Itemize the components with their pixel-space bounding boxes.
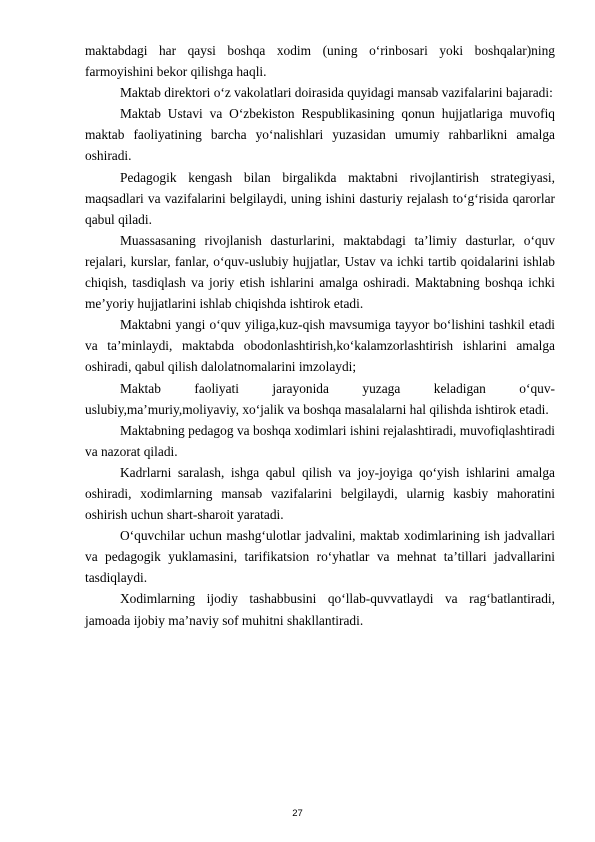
paragraph-schedules-approval: O‘quvchilar uchun mashg‘ulotlar jadvalini, maktab xodimlarining ish jadvallari va pedagogik yuklamasini, tarifikatsion ro‘yhatlar va mehnat ta’tillari jadvallarini tasdiqlaydi. <box>85 528 555 586</box>
paragraph-issue-resolution: Maktab faoliyati jarayonida yuzaga keladigan o‘quv-uslubiy,ma’muriy,moliyaviy, xo‘jalik va boshqa masalalarni hal qilishda ishtirok etadi. <box>85 380 555 417</box>
paragraph-development-programs: Muassasaning rivojlanish dasturlarini, maktabdagi ta’limiy dasturlar, o‘quv rejalari, kurslar, fanlar, o‘quv-uslubiy hujjatlar, Ustav va ichki tartib qoidalarini ishlab chiqish, tasdiqlash va joriy etish ishlarini amalga oshiradi. Maktabning boshqa ichki me’yoriy hujjatlarini ishlab chiqishda ishtirok etadi. <box>85 232 555 312</box>
document-body <box>85 40 555 631</box>
paragraph-personnel-selection: Kadrlarni saralash, ishga qabul qilish va joy-joyiga qo‘yish ishlarini amalga oshiradi, xodimlarning mansab vazifalarini belgilaydi, ularnig kasbiy mahoratini oshirish uchun shart-sharoit yaratadi. <box>85 464 555 523</box>
paragraph-staff-planning: Maktabning pedagog va boshqa xodimlari ishini rejalashtiradi, muvofiqlashtiradi va nazorat qiladi. <box>85 422 555 459</box>
paragraph-school-year-readiness: Maktabni yangi o‘quv yiliga,kuz-qish mavsumiga tayyor bo‘lishini tashkil etadi va ta’minlaydi, maktabda obodonlashtirish,ko‘kalamzorlashtirish ishlarini amalga oshiradi, qabul qilish dalolatnomalarini imzolaydi; <box>85 317 555 375</box>
paragraph-staff-initiative: Xodimlarning ijodiy tashabbusini qo‘llab-quvvatlaydi va rag‘batlantiradi, jamoada ijobiy ma’naviy sof muhitni shakllantiradi. <box>85 591 555 628</box>
paragraph-continuation: maktabdagi har qaysi boshqa xodim (uning o‘rinbosari yoki boshqalar)ning farmoyishini bekor qilishga haqli. <box>85 43 555 80</box>
paragraph-general-management: Maktab Ustavi va O‘zbekiston Respublikasining qonun hujjatlariga muvofiq maktab faoliyatining barcha yo‘nalishlari yuzasidan umumiy rahbarlikni amalga oshiradi. <box>85 106 555 164</box>
page-number: 27 <box>292 808 303 819</box>
paragraph-strategy: Pedagogik kengash bilan birgalikda maktabni rivojlantirish strategiyasi, maqsadlari va vazifalarini belgilaydi, uning ishini dasturiy rejalash to‘g‘risida qarorlar qabul qiladi. <box>85 169 555 227</box>
paragraph-director-duties-intro: Maktab direktori o‘z vakolatlari doirasida quyidagi mansab vazifalarini bajaradi: <box>120 85 553 101</box>
